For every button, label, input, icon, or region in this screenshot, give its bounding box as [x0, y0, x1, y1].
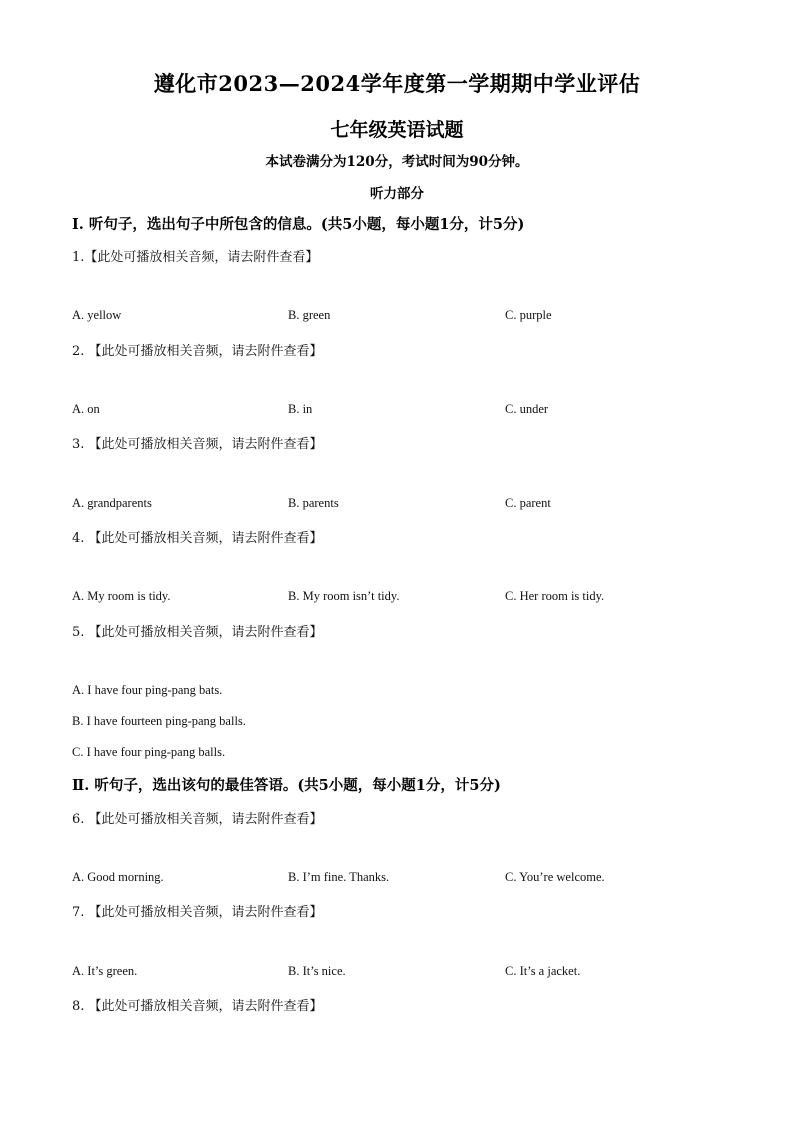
- question-3-option-c[interactable]: C. parent: [505, 496, 551, 510]
- question-8-prompt: 8. 【此处可播放相关音频，请去附件查看】: [72, 999, 323, 1014]
- section-1-heading: Ⅰ. 听句子，选出句子中所包含的信息。(共5小题，每小题1分，计5分): [72, 216, 525, 233]
- question-4-prompt: 4. 【此处可播放相关音频，请去附件查看】: [72, 531, 323, 546]
- question-7-option-c[interactable]: C. It’s a jacket.: [505, 964, 581, 978]
- question-5-option-a[interactable]: A. I have four ping-pang bats.: [72, 683, 223, 697]
- question-3-option-b[interactable]: B. parents: [288, 496, 339, 510]
- exam-info: 本试卷满分为120分，考试时间为90分钟。: [265, 154, 529, 170]
- question-6-option-b[interactable]: B. I’m fine. Thanks.: [288, 870, 390, 884]
- question-7-option-b[interactable]: B. It’s nice.: [288, 964, 346, 978]
- question-6-option-c[interactable]: C. You’re welcome.: [505, 870, 605, 884]
- question-7-option-a[interactable]: A. It’s green.: [72, 964, 138, 978]
- question-5-prompt: 5. 【此处可播放相关音频，请去附件查看】: [72, 625, 323, 640]
- question-1-option-c[interactable]: C. purple: [505, 308, 552, 322]
- question-6-prompt: 6. 【此处可播放相关音频，请去附件查看】: [72, 812, 323, 827]
- question-7-prompt: 7. 【此处可播放相关音频，请去附件查看】: [72, 905, 323, 920]
- question-1-prompt: 1.【此处可播放相关音频，请去附件查看】: [72, 250, 319, 265]
- exam-title: 遵化市2023—2024学年度第一学期期中学业评估: [153, 71, 641, 96]
- question-1-option-a[interactable]: A. yellow: [72, 308, 122, 322]
- question-3-option-a[interactable]: A. grandparents: [72, 496, 152, 510]
- question-2-prompt: 2. 【此处可播放相关音频，请去附件查看】: [72, 344, 323, 359]
- part-heading: 听力部分: [370, 186, 424, 202]
- section-2-heading: Ⅱ. 听句子，选出该句的最佳答语。(共5小题，每小题1分，计5分): [72, 777, 501, 794]
- question-5-option-c[interactable]: C. I have four ping-pang balls.: [72, 745, 226, 759]
- exam-subtitle: 七年级英语试题: [330, 119, 464, 141]
- question-1-option-b[interactable]: B. green: [288, 308, 331, 322]
- question-6-option-a[interactable]: A. Good morning.: [72, 870, 164, 884]
- question-2-option-b[interactable]: B. in: [288, 402, 313, 416]
- question-2-option-c[interactable]: C. under: [505, 402, 549, 416]
- question-5-option-b[interactable]: B. I have fourteen ping-pang balls.: [72, 714, 246, 728]
- question-4-option-a[interactable]: A. My room is tidy.: [72, 589, 171, 603]
- question-4-option-b[interactable]: B. My room isn’t tidy.: [288, 589, 400, 603]
- question-4-option-c[interactable]: C. Her room is tidy.: [505, 589, 605, 603]
- question-3-prompt: 3. 【此处可播放相关音频，请去附件查看】: [72, 437, 323, 452]
- question-2-option-a[interactable]: A. on: [72, 402, 100, 416]
